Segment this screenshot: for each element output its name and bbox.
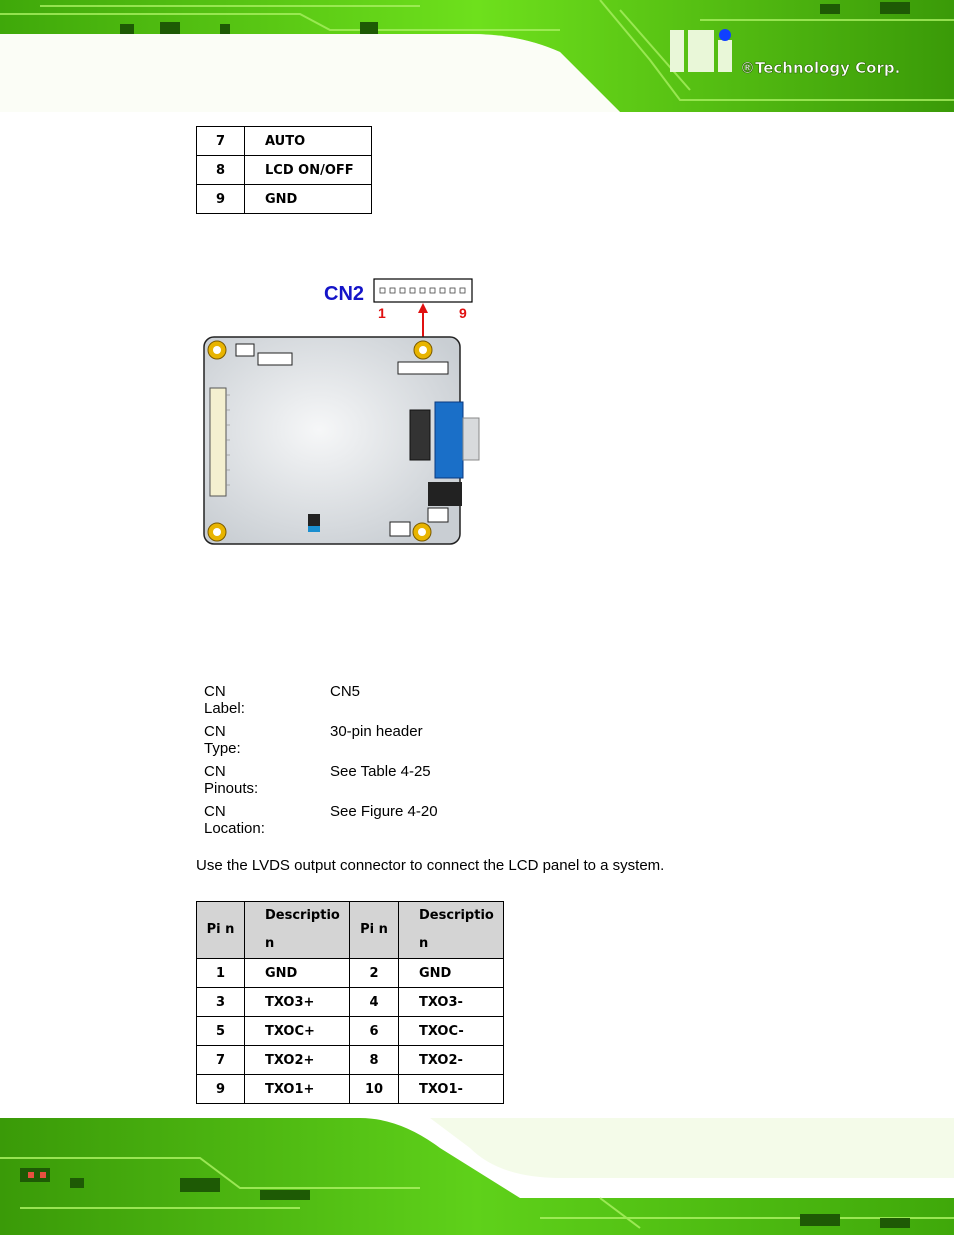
description-cell: TXOC+	[245, 1017, 350, 1046]
table-row	[197, 1017, 504, 1046]
cn-type-value: 30-pin header	[330, 723, 423, 740]
arrow-head-icon	[418, 303, 428, 313]
pin-cell: 8	[197, 156, 245, 185]
cn-pinouts-key: CN Pinouts:	[204, 763, 259, 797]
pin-cell: 9	[197, 1075, 245, 1104]
description-cell: TXO1-	[399, 1075, 504, 1104]
description-cell: TXO1+	[245, 1075, 350, 1104]
footer-banner	[0, 1118, 954, 1235]
pin-cell: 3	[197, 988, 245, 1017]
description-cell: LCD ON/OFF	[245, 156, 372, 185]
header-pin: Pi n	[197, 902, 245, 959]
cn-type-key: CN Type:	[204, 723, 241, 757]
description-cell: GND	[399, 959, 504, 988]
description-cell: TXOC-	[399, 1017, 504, 1046]
connector-pinout-table	[196, 126, 372, 214]
cn-location-key: CN Location:	[204, 803, 265, 837]
table-row	[197, 1046, 504, 1075]
pin-cell: 7	[197, 127, 245, 156]
cn-location-value: See Figure 4-20	[330, 803, 438, 820]
table-header-row	[197, 902, 504, 959]
pin-cell: 4	[350, 988, 399, 1017]
pin-cell: 5	[197, 1017, 245, 1046]
connector-label: CN2	[324, 283, 365, 305]
pin-cell: 8	[350, 1046, 399, 1075]
pin-cell: 6	[350, 1017, 399, 1046]
pin-cell: 1	[197, 959, 245, 988]
board-layout-figure	[200, 270, 480, 550]
pin-cell: 10	[350, 1075, 399, 1104]
table-row	[197, 185, 372, 214]
pin-start-label: 1	[378, 305, 386, 321]
brand-name: ®Technology Corp.	[740, 59, 901, 77]
description-cell: TXO2+	[245, 1046, 350, 1075]
table-row	[197, 988, 504, 1017]
description-cell: TXO3+	[245, 988, 350, 1017]
description-cell: GND	[245, 185, 372, 214]
cn-label-key: CN Label:	[204, 683, 245, 717]
cn-label-value: CN5	[330, 683, 361, 700]
body-paragraph: Use the LVDS output connector to connect the LCD panel to a system.	[196, 857, 665, 874]
table-row	[197, 959, 504, 988]
table-row	[197, 127, 372, 156]
description-cell: AUTO	[245, 127, 372, 156]
table-row	[197, 1075, 504, 1104]
cn-pinouts-value: See Table 4-25	[330, 763, 431, 780]
connector-enlarged	[374, 279, 472, 302]
pin-cell: 9	[197, 185, 245, 214]
header-description: Descriptio n	[245, 902, 350, 959]
description-cell: TXO3-	[399, 988, 504, 1017]
pin-end-label: 9	[459, 305, 467, 321]
description-cell: GND	[245, 959, 350, 988]
header-pin: Pi n	[350, 902, 399, 959]
pin-cell: 2	[350, 959, 399, 988]
description-cell: TXO2-	[399, 1046, 504, 1075]
iei-logo	[670, 29, 732, 72]
header-banner	[0, 0, 954, 112]
pin-cell: 7	[197, 1046, 245, 1075]
table-row	[197, 156, 372, 185]
header-description: Descriptio n	[399, 902, 504, 959]
lvds-pinout-table	[196, 901, 504, 1104]
